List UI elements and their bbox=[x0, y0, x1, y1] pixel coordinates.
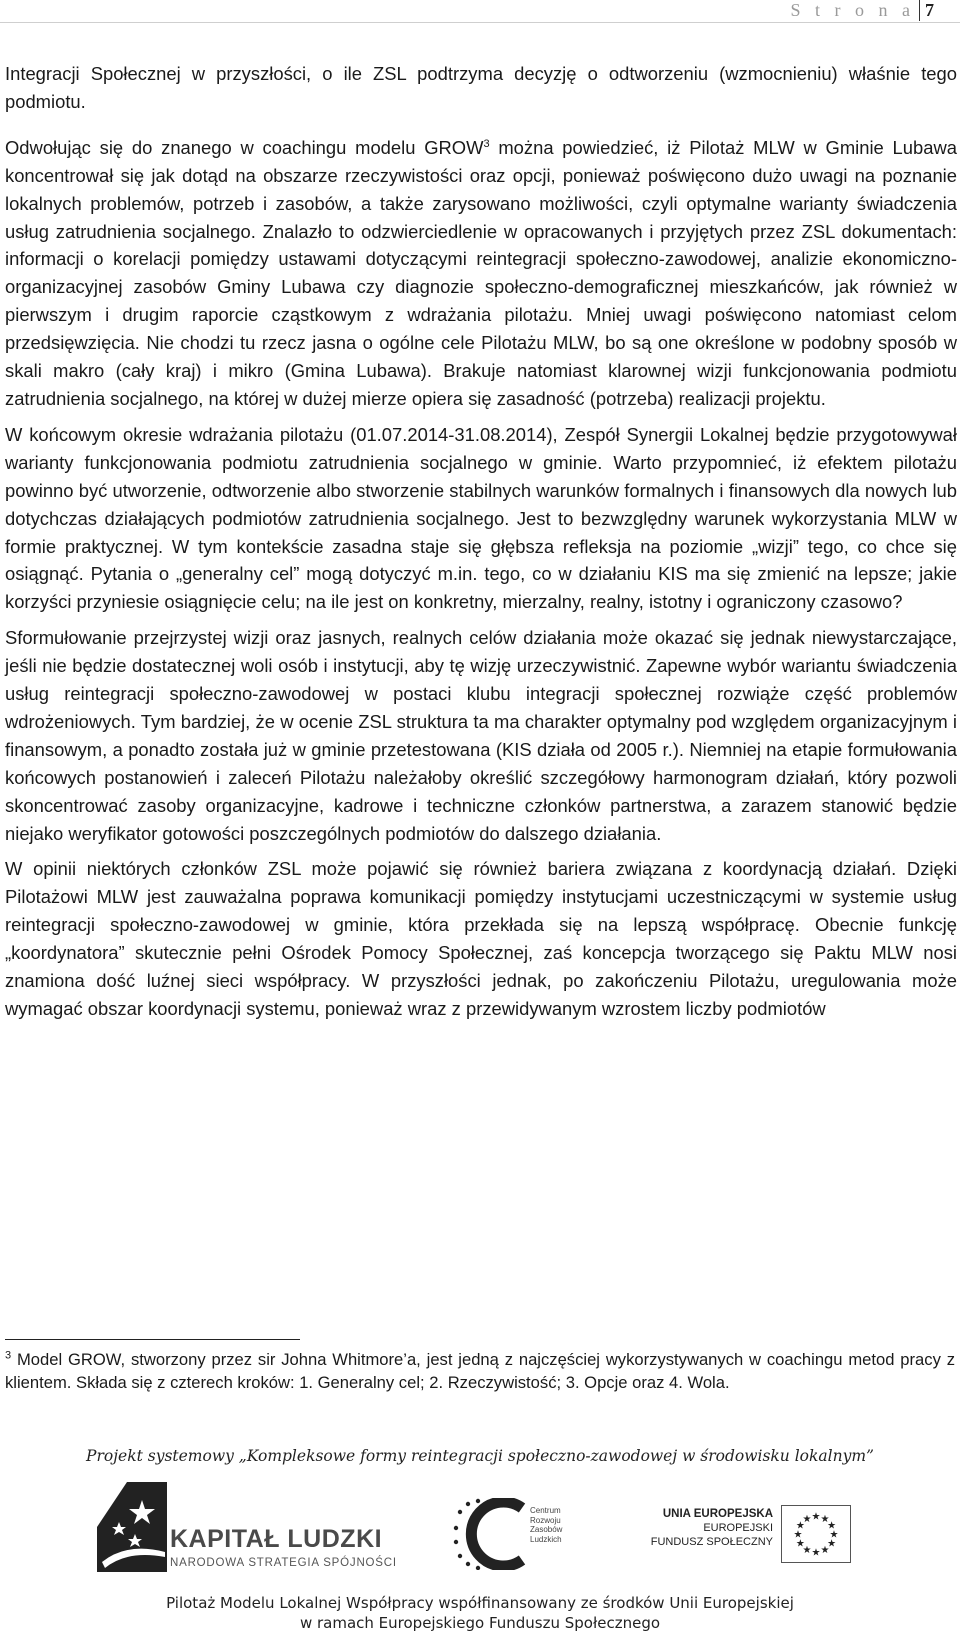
footnote-text: Model GROW, stworzony przez sir Johna Whitmore’a, jest jedną z najczęściej wykorzystywanych w coachingu metod pracy z klientem. Składa się z czterech kroków: 1. Generalny cel; 2. Rzeczywistość; 3. Opcje oraz 4. Wola. bbox=[5, 1350, 955, 1392]
crzl-label bbox=[530, 1506, 562, 1544]
eu-star-icon: ★ bbox=[820, 1545, 830, 1557]
footer-logos bbox=[0, 1482, 960, 1582]
paragraph-1: Integracji Społecznej w przyszłości, o ile ZSL podtrzyma decyzję o odtworzeniu (wzmocnieniu) właśnie tego podmiotu. bbox=[5, 63, 957, 112]
cofinancing-note bbox=[0, 1593, 960, 1633]
footnote-divider bbox=[5, 1339, 300, 1340]
eu-star-icon: ★ bbox=[802, 1513, 812, 1525]
eu-label bbox=[648, 1507, 773, 1549]
cofinancing-line-2: w ramach Europejskiego Funduszu Społecznego bbox=[299, 1614, 661, 1632]
eu-fund-line-1: EUROPEJSKI bbox=[703, 1522, 773, 1534]
eu-fund-line-2: FUNDUSZ SPOŁECZNY bbox=[650, 1536, 773, 1548]
kapital-ludzki-emblem-icon bbox=[97, 1482, 167, 1572]
eu-star-icon: ★ bbox=[829, 1529, 839, 1541]
page-header bbox=[791, 0, 937, 22]
paragraph-5: W opinii niektórych członków ZSL może pojawić się również bariera związana z koordynacją działań. Dzięki Pilotażowi MLW jest zauważalna poprawa komunikacji pomiędzy instytucjami uczestniczącymi w systemie usług reintegracji społeczno-zawodowej w gminie, która przekłada się na lepszą współpracę. Obecnie funkcję „koordynatora” skutecznie pełni Ośrodek Pomocy Społecznej, zaś koncepcja tworzącego się Paktu MLW nosi znamiona dość luźnej sieci współpracy. W przyszłości jednak, po zakończeniu Pilotażu, uregulowania może wymagać obszar koordynacji systemu, ponieważ wraz z przewidywanym wzrostem liczby podmiotów bbox=[5, 858, 957, 1019]
cofinancing-line-1: Pilotaż Modelu Lokalnej Współpracy współfinansowany ze środków Unii Europejskiej bbox=[166, 1594, 794, 1612]
paragraph-2-rest: można powiedzieć, iż Pilotaż MLW w Gminie Lubawa koncentrował się jak dotąd na obszarze rzeczywistości oraz opcji, ponieważ poświęcono dużo uwagi na poznanie lokalnych problemów, potrzeb i zasobów, a także zarysowano możliwości, czyli optymalne warianty świadczenia usług zatrudnienia socjalnego. Znalazło to odzwierciedlenie w opracowanych i przyjętych przez ZSL dokumentach: informacji o korelacji pomiędzy ustawami dotyczącymi reintegracji społeczno-zawodowej, analizie ekonomiczno-organizacyjnej zasobów Gminy Lubawa czy diagnozie społeczno-demograficznej mieszkańców, jak również w pierwszym i drugim raporcie cząstkowym z wdrażania pilotażu. Mniej uwagi poświęcono natomiast celom przedsięwzięcia. Nie chodzi tu rzecz jasna o ogólne cele Pilotażu MLW, bo są one określone w podobny sposób w skali makro (cały kraj) i mikro (Gmina Lubawa). Brakuje natomiast klarownej wizji funkcjonowania podmiotu zatrudnienia socjalnego, na której w dużej mierze opiera się zasadność (potrzeba) realizacji projektu. bbox=[5, 136, 957, 409]
footnote-number: 3 bbox=[5, 1349, 12, 1362]
document-body bbox=[5, 60, 957, 1031]
kapital-ludzki-subtitle: NARODOWA STRATEGIA SPÓJNOŚCI bbox=[170, 1557, 397, 1569]
crzl-logo bbox=[450, 1498, 590, 1568]
page-label: S t r o n a bbox=[790, 0, 915, 20]
paragraph-2-start: Odwołując się do znanego w coachingu modelu GROW bbox=[5, 136, 484, 158]
eu-title: UNIA EUROPEJSKA bbox=[662, 1508, 773, 1520]
footnote bbox=[5, 1349, 955, 1394]
eu-star-icon: ★ bbox=[827, 1520, 837, 1532]
kapital-ludzki-logo bbox=[97, 1482, 397, 1572]
footnote-ref[interactable]: 3 bbox=[483, 137, 490, 150]
paragraph-2 bbox=[5, 134, 957, 413]
eu-star-icon: ★ bbox=[811, 1547, 821, 1559]
eu-star-icon: ★ bbox=[811, 1511, 821, 1523]
crzl-emblem-icon bbox=[450, 1498, 530, 1570]
paragraph-3: W końcowym okresie wdrażania pilotażu (01.07.2014-31.08.2014), Zespół Synergii Lokalnej będzie przygotowywał warianty funkcjonowania podmiotu zatrudnienia socjalnego w gminie. Warto przypomnieć, iż efektem pilotażu powinno być utworzenie, odtworzenie albo stworzenie stabilnych warunków formalnych i finansowych dla nowych lub dotychczas działających podmiotów zatrudnienia socjalnego. Jest to bezwzględny warunek wykorzystania MLW w formie praktycznej. W tym kontekście zasadna staje się głębsza refleksja na poziomie „wizji” tego, co chce się osiągnąć. Pytania o „generalny cel” mogą dotyczyć m.in. tego, co w działaniu KIS ma się zmienić na lepsze; jakie korzyści przyniesie osiągnięcie celu; na ile jest on konkretny, mierzalny, realny, istotny i ograniczony czasowo? bbox=[5, 423, 957, 613]
eu-star-icon: ★ bbox=[795, 1538, 805, 1550]
eu-star-icon: ★ bbox=[820, 1513, 830, 1525]
eu-flag-icon bbox=[781, 1505, 851, 1563]
eu-logo bbox=[648, 1505, 880, 1565]
project-title: Projekt systemowy „Kompleksowe formy reintegracji społeczno-zawodowej w środowisku lokalnym” bbox=[86, 1447, 874, 1465]
header-divider bbox=[0, 22, 960, 23]
eu-star-icon: ★ bbox=[793, 1529, 803, 1541]
page-number: 7 bbox=[919, 0, 936, 21]
paragraph-4: Sformułowanie przejrzystej wizji oraz jasnych, realnych celów działania może okazać się jednak niewystarczające, jeśli nie będzie dostatecznej woli osób i instytucji, aby tę wizję urzeczywistnić. Zapewne wybór wariantu świadczenia usług reintegracji społeczno-zawodowej w postaci klubu integracji społecznej rozwiąże część problemów wdrożeniowych. Tym bardziej, że w ocenie ZSL struktura ta ma charakter optymalny pod względem organizacyjnym i finansowym, a ponadto została już w gminie przetestowana (KIS działa od 2005 r.). Niemniej na etapie formułowania końcowych postanowień i zaleceń Pilotażu należałoby określić szczegółowy harmonogram działań, który pozwoli skoncentrować zasoby organizacyjne, kadrowe i techniczne członków partnerstwa, a zarazem stanowić będzie niejako weryfikator gotowości poszczególnych podmiotów do dalszego działania. bbox=[5, 627, 957, 844]
crzl-line: Rozwoju bbox=[530, 1515, 561, 1525]
eu-star-icon: ★ bbox=[802, 1545, 812, 1557]
crzl-line: Zasobów bbox=[530, 1525, 563, 1534]
eu-star-icon: ★ bbox=[795, 1520, 805, 1532]
kapital-ludzki-title: KAPITAŁ LUDZKI bbox=[170, 1525, 383, 1553]
eu-star-icon: ★ bbox=[827, 1538, 837, 1550]
crzl-line: Centrum bbox=[530, 1506, 561, 1515]
crzl-line: Ludzkich bbox=[530, 1534, 562, 1544]
